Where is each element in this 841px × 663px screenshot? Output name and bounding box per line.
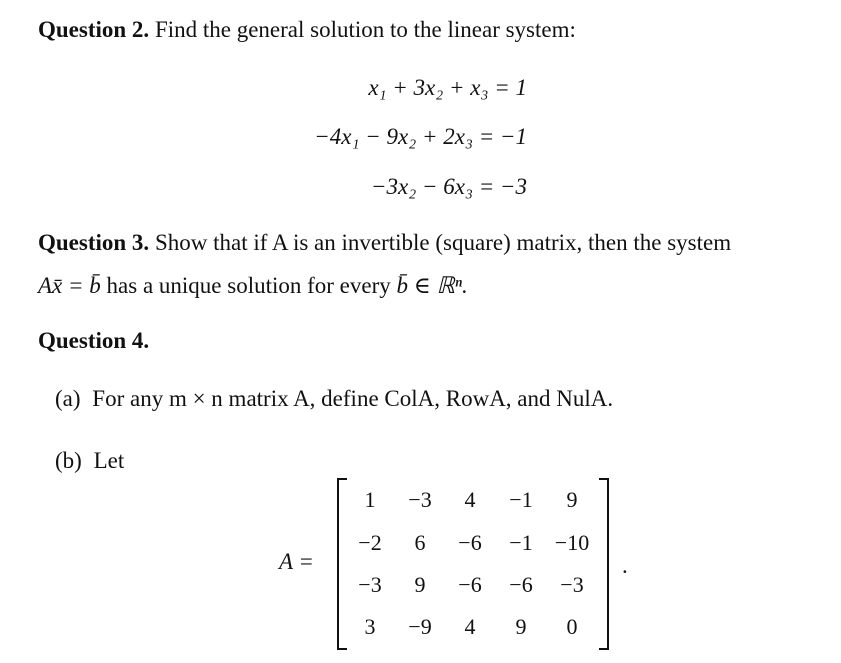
q3-text-2: has a unique solution for every	[106, 273, 391, 298]
q3-line-1	[38, 230, 731, 256]
matrix-cell: −2	[358, 530, 382, 555]
matrix-cell: −6	[509, 572, 533, 597]
matrix-cell: 4	[464, 487, 476, 512]
q4-part-a	[55, 386, 613, 412]
matrix-cell: −1	[509, 530, 533, 555]
q4-part-b-text: Let	[93, 448, 125, 473]
q4-part-a-text: For any m × n matrix A, define ColA, RowA, and NulA.	[92, 386, 614, 411]
q4-part-b-marker: (b)	[55, 448, 82, 473]
q2-label: Question 2.	[38, 17, 150, 42]
matrix-cell: 1	[364, 487, 376, 512]
matrix-label: A =	[279, 549, 314, 574]
matrix-cell: −3	[408, 487, 432, 512]
q4-part-b	[55, 448, 124, 474]
q2-heading	[38, 17, 576, 43]
matrix-cell: 9	[414, 572, 426, 597]
matrix-cell: 4	[464, 614, 476, 639]
q3-equation: Ax̄ = b̄	[38, 273, 101, 298]
q3-label: Question 3.	[38, 230, 150, 255]
matrix-cell: −9	[408, 614, 432, 639]
matrix-terminal-period: .	[622, 553, 628, 578]
matrix-cell: 3	[364, 614, 376, 639]
matrix-cell: −1	[509, 487, 533, 512]
matrix-cell: 6	[414, 530, 426, 555]
q3-line-2	[38, 273, 468, 299]
matrix-cell: 0	[566, 614, 578, 639]
matrix-cell: 9	[515, 614, 527, 639]
matrix-cell: −6	[458, 572, 482, 597]
q2-equation-2: −4x₁ − 9x₂ + 2x₃ = −1	[314, 124, 527, 149]
q3-tail: b̄ ∈ ℝⁿ.	[396, 273, 468, 298]
matrix-cell: −6	[458, 530, 482, 555]
q4-label: Question 4.	[38, 328, 150, 353]
matrix-cell: −10	[554, 530, 590, 555]
q4-part-a-marker: (a)	[55, 386, 81, 411]
matrix-cell: −3	[358, 572, 382, 597]
matrix-cell: 9	[566, 487, 578, 512]
q2-equation-3: −3x₂ − 6x₃ = −3	[371, 174, 527, 199]
q2-prompt: Find the general solution to the linear system:	[154, 17, 576, 42]
q3-text-1: Show that if A is an invertible (square) matrix, then the system	[154, 230, 732, 255]
q2-equation-1: x₁ + 3x₂ + x₃ = 1	[368, 75, 527, 100]
matrix-cell: −3	[560, 572, 584, 597]
